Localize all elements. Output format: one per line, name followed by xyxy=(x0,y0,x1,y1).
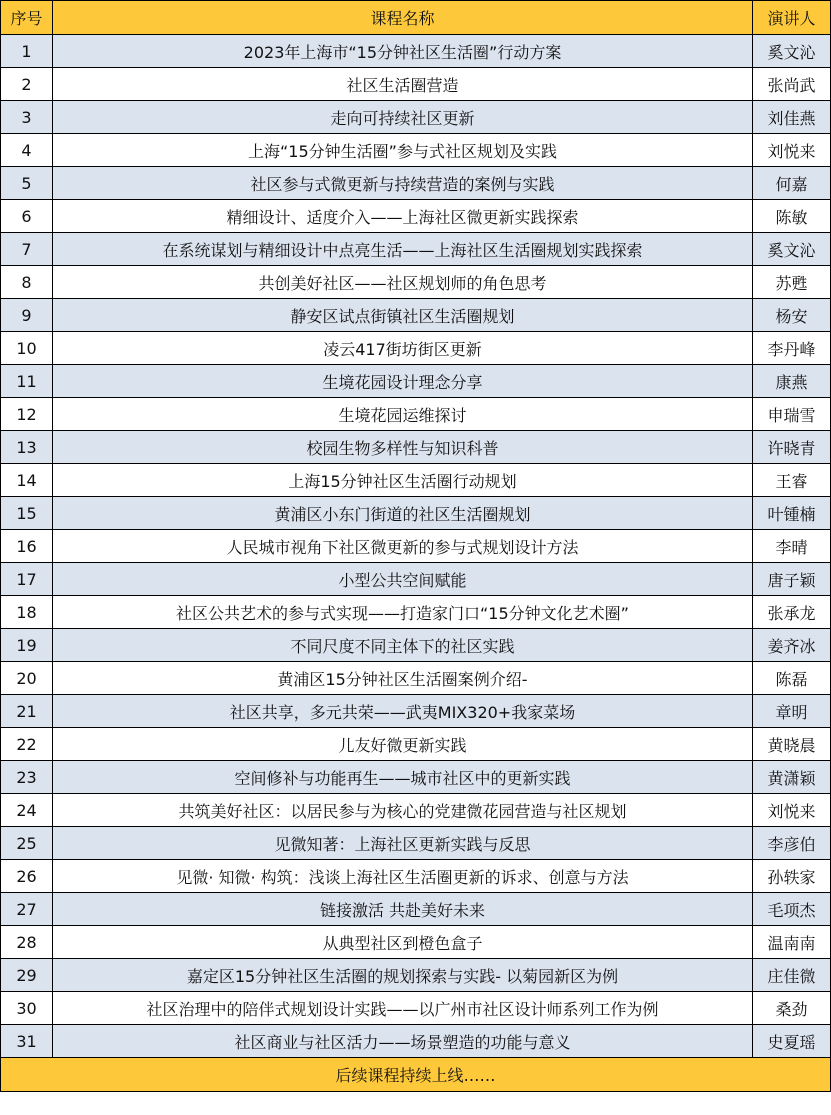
table-row xyxy=(1,893,831,926)
row-index: 8 xyxy=(1,266,53,299)
table-row xyxy=(1,332,831,365)
row-speaker: 温南南 xyxy=(753,926,831,959)
table-row xyxy=(1,926,831,959)
table-row xyxy=(1,497,831,530)
row-title: 社区生活圈营造 xyxy=(53,68,753,101)
table-row xyxy=(1,365,831,398)
row-speaker: 奚文沁 xyxy=(753,233,831,266)
row-index: 23 xyxy=(1,761,53,794)
row-speaker: 杨安 xyxy=(753,299,831,332)
row-title: 黄浦区15分钟社区生活圈案例介绍- xyxy=(53,662,753,695)
table-row xyxy=(1,530,831,563)
row-index: 19 xyxy=(1,629,53,662)
table-row xyxy=(1,167,831,200)
header-title: 课程名称 xyxy=(53,1,753,35)
footer-row xyxy=(1,1058,831,1092)
row-title: 社区公共艺术的参与式实现——打造家门口“15分钟文化艺术圈” xyxy=(53,596,753,629)
row-speaker: 陈磊 xyxy=(753,662,831,695)
row-speaker: 李丹峰 xyxy=(753,332,831,365)
table-row xyxy=(1,662,831,695)
row-title: 链接激活 共赴美好未来 xyxy=(53,893,753,926)
row-index: 5 xyxy=(1,167,53,200)
row-index: 24 xyxy=(1,794,53,827)
row-title: 生境花园运维探讨 xyxy=(53,398,753,431)
table-row xyxy=(1,992,831,1025)
row-speaker: 章明 xyxy=(753,695,831,728)
row-title: 黄浦区小东门街道的社区生活圈规划 xyxy=(53,497,753,530)
row-speaker: 张尚武 xyxy=(753,68,831,101)
row-index: 30 xyxy=(1,992,53,1025)
row-title: 不同尺度不同主体下的社区实践 xyxy=(53,629,753,662)
table-row xyxy=(1,68,831,101)
row-index: 26 xyxy=(1,860,53,893)
row-title: 空间修补与功能再生——城市社区中的更新实践 xyxy=(53,761,753,794)
row-title: 人民城市视角下社区微更新的参与式规划设计方法 xyxy=(53,530,753,563)
row-speaker: 黄晓晨 xyxy=(753,728,831,761)
header-index: 序号 xyxy=(1,1,53,35)
row-speaker: 姜齐冰 xyxy=(753,629,831,662)
table-row xyxy=(1,1025,831,1058)
row-speaker: 李晴 xyxy=(753,530,831,563)
row-speaker: 苏甦 xyxy=(753,266,831,299)
row-index: 7 xyxy=(1,233,53,266)
row-speaker: 康燕 xyxy=(753,365,831,398)
row-title: 凌云417街坊街区更新 xyxy=(53,332,753,365)
row-index: 2 xyxy=(1,68,53,101)
table-row xyxy=(1,596,831,629)
row-speaker: 王睿 xyxy=(753,464,831,497)
row-index: 12 xyxy=(1,398,53,431)
row-index: 3 xyxy=(1,101,53,134)
row-title: 社区治理中的陪伴式规划设计实践——以广州市社区设计师系列工作为例 xyxy=(53,992,753,1025)
row-title: 共创美好社区——社区规划师的角色思考 xyxy=(53,266,753,299)
table-row xyxy=(1,200,831,233)
row-speaker: 庄佳微 xyxy=(753,959,831,992)
row-index: 21 xyxy=(1,695,53,728)
table-row xyxy=(1,794,831,827)
row-title: 精细设计、适度介入——上海社区微更新实践探索 xyxy=(53,200,753,233)
row-index: 15 xyxy=(1,497,53,530)
row-title: 静安区试点街镇社区生活圈规划 xyxy=(53,299,753,332)
table-row xyxy=(1,134,831,167)
row-speaker: 黄潇颖 xyxy=(753,761,831,794)
row-title: 共筑美好社区：以居民参与为核心的党建微花园营造与社区规划 xyxy=(53,794,753,827)
row-speaker: 何嘉 xyxy=(753,167,831,200)
table-row xyxy=(1,431,831,464)
table-row xyxy=(1,35,831,68)
row-index: 17 xyxy=(1,563,53,596)
table-row xyxy=(1,827,831,860)
row-speaker: 陈敏 xyxy=(753,200,831,233)
row-title: 见微知著：上海社区更新实践与反思 xyxy=(53,827,753,860)
row-speaker: 张承龙 xyxy=(753,596,831,629)
row-title: 从典型社区到橙色盒子 xyxy=(53,926,753,959)
row-speaker: 史夏瑶 xyxy=(753,1025,831,1058)
table-row xyxy=(1,398,831,431)
row-speaker: 申瑞雪 xyxy=(753,398,831,431)
row-index: 9 xyxy=(1,299,53,332)
row-index: 31 xyxy=(1,1025,53,1058)
row-index: 11 xyxy=(1,365,53,398)
row-speaker: 奚文沁 xyxy=(753,35,831,68)
table-row xyxy=(1,563,831,596)
row-index: 20 xyxy=(1,662,53,695)
table-row xyxy=(1,233,831,266)
row-title: 见微· 知微· 构筑：浅谈上海社区生活圈更新的诉求、创意与方法 xyxy=(53,860,753,893)
table-row xyxy=(1,728,831,761)
row-title: 社区参与式微更新与持续营造的案例与实践 xyxy=(53,167,753,200)
table-row xyxy=(1,299,831,332)
row-speaker: 孙轶家 xyxy=(753,860,831,893)
row-speaker: 叶锺楠 xyxy=(753,497,831,530)
row-index: 25 xyxy=(1,827,53,860)
row-title: 生境花园设计理念分享 xyxy=(53,365,753,398)
row-speaker: 刘悦来 xyxy=(753,794,831,827)
row-title: 在系统谋划与精细设计中点亮生活——上海社区生活圈规划实践探索 xyxy=(53,233,753,266)
row-index: 1 xyxy=(1,35,53,68)
row-index: 16 xyxy=(1,530,53,563)
row-title: 走向可持续社区更新 xyxy=(53,101,753,134)
row-speaker: 唐子颖 xyxy=(753,563,831,596)
table-row xyxy=(1,101,831,134)
footer-note: 后续课程持续上线…… xyxy=(1,1058,831,1092)
row-title: 上海“15分钟生活圈”参与式社区规划及实践 xyxy=(53,134,753,167)
row-speaker: 桑劲 xyxy=(753,992,831,1025)
header-speaker: 演讲人 xyxy=(753,1,831,35)
row-index: 13 xyxy=(1,431,53,464)
table-row xyxy=(1,860,831,893)
row-index: 6 xyxy=(1,200,53,233)
row-speaker: 刘悦来 xyxy=(753,134,831,167)
table-row xyxy=(1,695,831,728)
row-index: 4 xyxy=(1,134,53,167)
row-index: 18 xyxy=(1,596,53,629)
row-index: 22 xyxy=(1,728,53,761)
row-index: 10 xyxy=(1,332,53,365)
table-row xyxy=(1,266,831,299)
table-row xyxy=(1,629,831,662)
row-index: 28 xyxy=(1,926,53,959)
table-row xyxy=(1,959,831,992)
row-title: 校园生物多样性与知识科普 xyxy=(53,431,753,464)
row-speaker: 许晓青 xyxy=(753,431,831,464)
row-title: 儿友好微更新实践 xyxy=(53,728,753,761)
row-title: 社区商业与社区活力——场景塑造的功能与意义 xyxy=(53,1025,753,1058)
row-title: 嘉定区15分钟社区生活圈的规划探索与实践- 以菊园新区为例 xyxy=(53,959,753,992)
row-speaker: 李彦伯 xyxy=(753,827,831,860)
row-title: 社区共享，多元共荣——武夷MIX320+我家菜场 xyxy=(53,695,753,728)
row-title: 2023年上海市“15分钟社区生活圈”行动方案 xyxy=(53,35,753,68)
row-index: 14 xyxy=(1,464,53,497)
table-row xyxy=(1,464,831,497)
row-speaker: 毛项杰 xyxy=(753,893,831,926)
row-title: 上海15分钟社区生活圈行动规划 xyxy=(53,464,753,497)
table-row xyxy=(1,761,831,794)
row-index: 29 xyxy=(1,959,53,992)
row-title: 小型公共空间赋能 xyxy=(53,563,753,596)
row-speaker: 刘佳燕 xyxy=(753,101,831,134)
row-index: 27 xyxy=(1,893,53,926)
header-row xyxy=(1,1,831,35)
